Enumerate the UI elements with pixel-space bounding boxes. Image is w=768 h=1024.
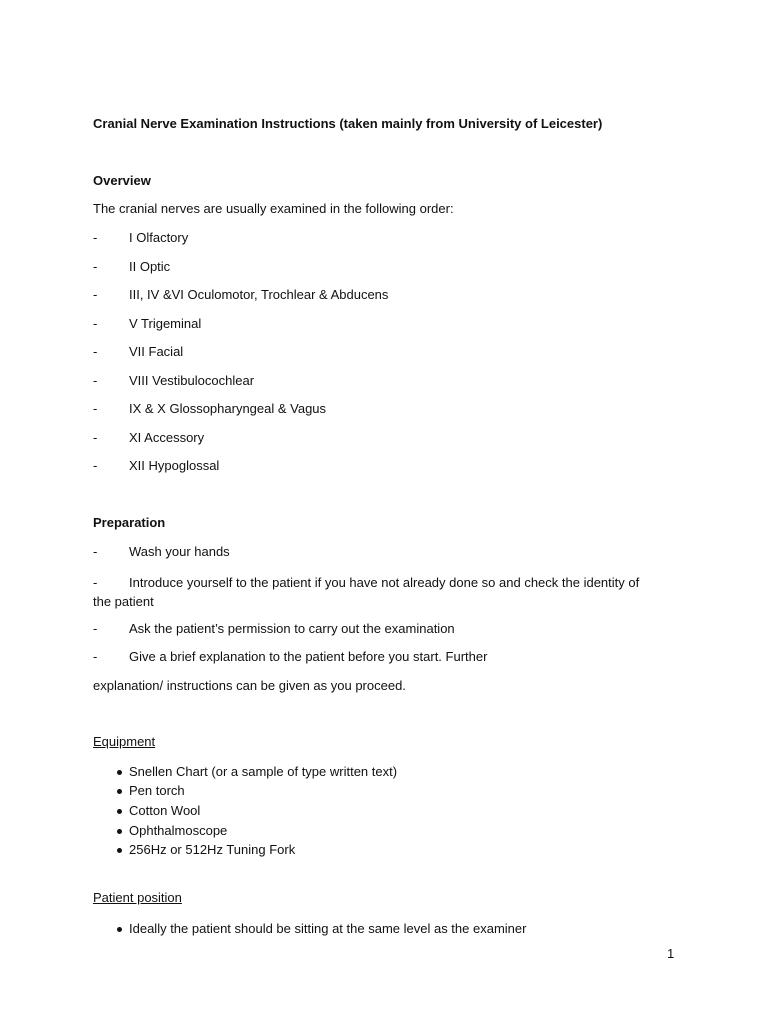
list-item — [93, 373, 678, 389]
list-item-continuation: the patient — [93, 593, 154, 609]
list-item — [93, 573, 678, 611]
equipment-heading: Equipment — [93, 733, 156, 749]
overview-intro: The cranial nerves are usually examined in the following order: — [93, 201, 454, 216]
dash-marker: - — [93, 315, 98, 331]
equipment-list — [93, 762, 678, 861]
bullet-dot — [117, 809, 122, 814]
overview-list — [93, 217, 678, 474]
overview-heading: Overview — [93, 173, 151, 188]
list-item-text: I Olfactory — [129, 230, 189, 245]
dash-marker: - — [93, 429, 98, 445]
preparation-trailing-text: explanation/ instructions can be given as you proceed. — [93, 677, 406, 693]
list-item-text: XI Accessory — [129, 429, 205, 445]
list-item — [93, 821, 678, 841]
list-item-text: Snellen Chart (or a sample of type written text) — [129, 763, 398, 779]
list-item — [93, 544, 678, 560]
list-item — [93, 316, 678, 332]
list-item — [93, 840, 678, 860]
list-item — [93, 230, 678, 246]
list-item-text: VIII Vestibulocochlear — [129, 372, 255, 388]
dash-marker: - — [93, 401, 98, 416]
dash-marker: - — [93, 230, 98, 245]
patient-position-heading: Patient position — [93, 890, 182, 906]
list-item-text: 256Hz or 512Hz Tuning Fork — [129, 842, 296, 858]
page-number: 1 — [667, 946, 675, 961]
list-item-text: VII Facial — [129, 344, 184, 359]
list-item — [93, 344, 678, 360]
list-item-text: Introduce yourself to the patient if you have not already done so and check the identity of — [129, 574, 640, 590]
dash-marker: - — [93, 620, 98, 636]
bullet-dot — [117, 829, 122, 834]
dash-marker: - — [93, 344, 98, 359]
bullet-dot — [117, 770, 122, 775]
list-item-text: III, IV &VI Oculomotor, Trochlear & Abducens — [129, 287, 389, 302]
list-item — [93, 649, 678, 665]
list-item — [93, 458, 678, 474]
list-item-text: Pen torch — [129, 783, 185, 799]
list-item — [93, 801, 678, 821]
list-item-text: XII Hypoglossal — [129, 458, 220, 473]
list-item-text: Ophthalmoscope — [129, 822, 228, 838]
list-item — [93, 919, 678, 939]
list-item — [93, 430, 678, 446]
list-item — [93, 781, 678, 801]
dash-marker: - — [93, 258, 98, 274]
list-item — [93, 287, 678, 303]
list-item — [93, 401, 678, 417]
dash-marker: - — [93, 458, 98, 473]
list-item-text: Ask the patient’s permission to carry out the examination — [129, 620, 455, 636]
list-item-text: V Trigeminal — [129, 315, 202, 331]
patient-position-list — [93, 919, 678, 939]
list-item-text: IX & X Glossopharyngeal & Vagus — [129, 401, 327, 416]
dash-marker: - — [93, 372, 98, 388]
preparation-list — [93, 531, 678, 694]
list-item-text: Ideally the patient should be sitting at the same level as the examiner — [129, 921, 527, 937]
document-body — [93, 116, 678, 939]
bullet-dot — [117, 789, 122, 794]
list-item — [93, 621, 678, 637]
dash-marker: - — [93, 649, 98, 664]
bullet-dot — [117, 848, 122, 853]
list-item-text: II Optic — [129, 258, 171, 274]
bullet-dot — [117, 927, 122, 932]
list-item-text: Give a brief explanation to the patient before you start. Further — [129, 649, 488, 664]
dash-marker: - — [93, 544, 98, 559]
document-title: Cranial Nerve Examination Instructions (taken mainly from University of Leicester) — [93, 116, 603, 131]
list-item — [93, 762, 678, 782]
list-item-text: Wash your hands — [129, 544, 230, 559]
dash-marker: - — [93, 574, 98, 590]
list-item — [93, 259, 678, 275]
preparation-heading: Preparation — [93, 515, 166, 530]
list-item-text: Cotton Wool — [129, 802, 201, 818]
dash-marker: - — [93, 287, 98, 302]
